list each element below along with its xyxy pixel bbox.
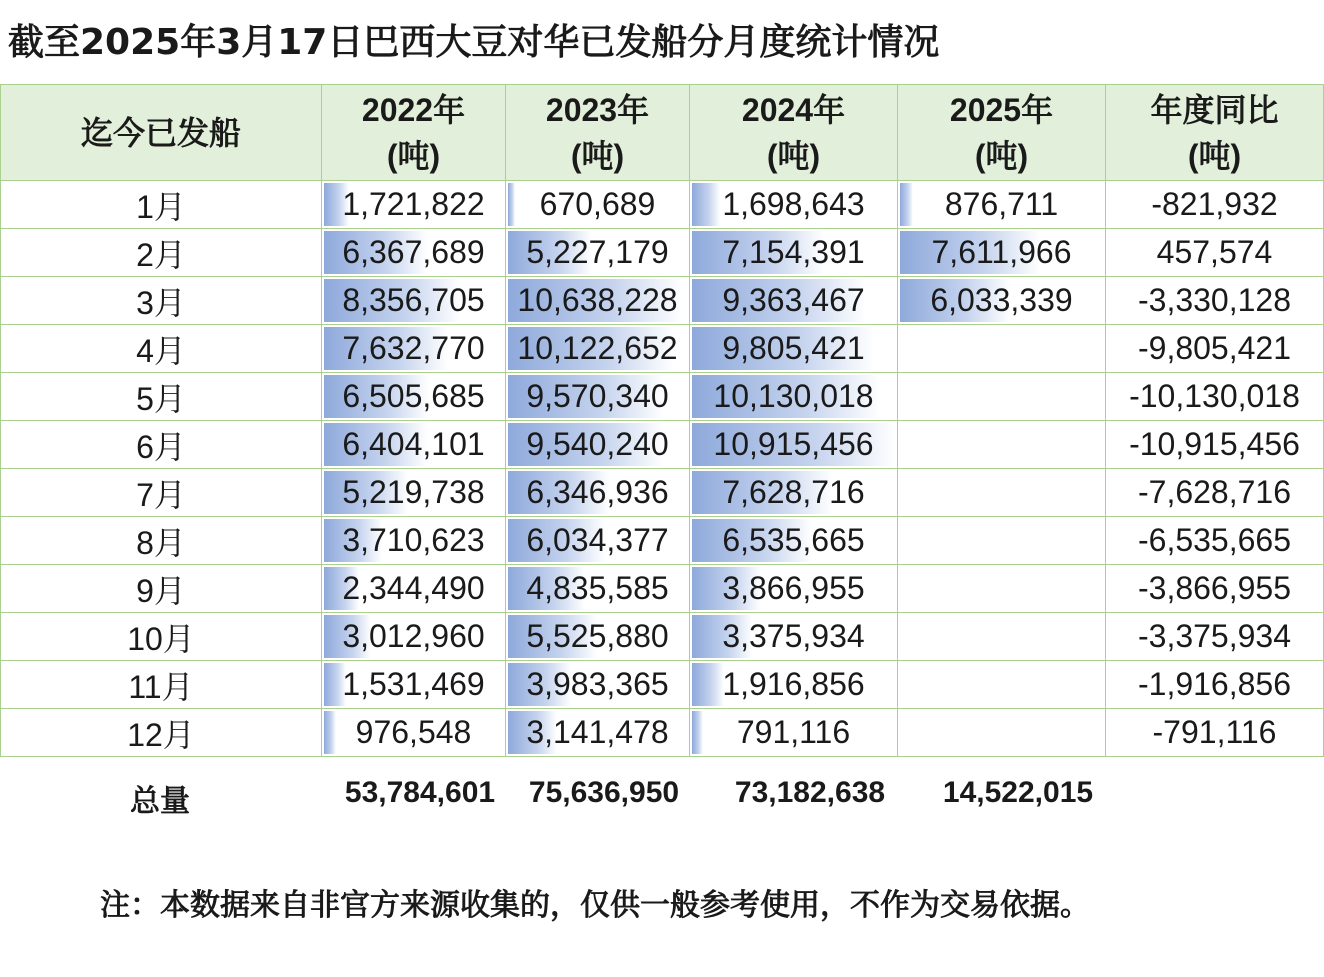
value-cell-2023 — [506, 565, 690, 613]
table-row — [1, 565, 1324, 613]
yoy-cell: -10,915,456 — [1106, 421, 1324, 469]
value-cell-2023 — [506, 613, 690, 661]
value-text: 5,525,880 — [526, 618, 669, 654]
header-2024-year: 2024年 — [741, 91, 846, 128]
month-label: 2月 — [1, 229, 322, 277]
value-cell-2024 — [690, 469, 898, 517]
value-text: 9,363,467 — [722, 282, 865, 318]
value-text: 5,227,179 — [526, 234, 669, 270]
month-label: 5月 — [1, 373, 322, 421]
yoy-cell: -1,916,856 — [1106, 661, 1324, 709]
month-label: 1月 — [1, 181, 322, 229]
month-label: 10月 — [1, 613, 322, 661]
data-bar — [692, 711, 703, 754]
value-text: 6,505,685 — [342, 378, 485, 414]
header-2025-year: 2025年 — [949, 91, 1054, 128]
value-text: 7,611,966 — [931, 234, 1072, 270]
value-cell-2022 — [322, 181, 506, 229]
yoy-cell: -791,116 — [1106, 709, 1324, 757]
header-row — [1, 85, 1324, 181]
value-text: 7,154,391 — [722, 234, 865, 270]
table-row — [1, 613, 1324, 661]
value-text: 1,698,643 — [722, 186, 865, 222]
value-cell-2025 — [898, 181, 1106, 229]
value-text: 3,012,960 — [342, 618, 485, 654]
yoy-cell: 457,574 — [1106, 229, 1324, 277]
value-text: 6,033,339 — [930, 282, 1073, 318]
value-cell-2025 — [898, 517, 1106, 565]
value-text: 6,034,377 — [526, 522, 669, 558]
value-text: 9,570,340 — [526, 378, 669, 414]
header-yoy — [1106, 85, 1324, 181]
value-text: 10,122,652 — [517, 330, 678, 366]
month-label: 11月 — [1, 661, 322, 709]
value-cell-2025 — [898, 661, 1106, 709]
header-2025-unit: (吨) — [974, 137, 1029, 174]
value-text: 6,404,101 — [342, 426, 485, 462]
value-cell-2024 — [690, 613, 898, 661]
yoy-cell: -3,866,955 — [1106, 565, 1324, 613]
value-cell-2023 — [506, 277, 690, 325]
month-label: 8月 — [1, 517, 322, 565]
header-2025 — [898, 85, 1106, 181]
yoy-cell: -10,130,018 — [1106, 373, 1324, 421]
value-text: 1,531,469 — [342, 666, 485, 702]
table-row — [1, 373, 1324, 421]
table-body — [1, 181, 1324, 757]
value-text: 7,632,770 — [342, 330, 485, 366]
month-label: 4月 — [1, 325, 322, 373]
table-row — [1, 277, 1324, 325]
value-cell-2023 — [506, 469, 690, 517]
totals-row — [0, 766, 1324, 826]
value-text: 876,711 — [944, 186, 1059, 222]
header-2023-year: 2023年 — [545, 91, 650, 128]
header-yoy-unit: (吨) — [1187, 137, 1242, 174]
total-2024: 73,182,638 — [734, 776, 886, 809]
data-bar — [900, 183, 913, 226]
value-cell-2023 — [506, 229, 690, 277]
value-cell-2023 — [506, 421, 690, 469]
value-cell-2022 — [322, 469, 506, 517]
value-text: 6,367,689 — [342, 234, 485, 270]
value-cell-2022 — [322, 421, 506, 469]
table-row — [1, 709, 1324, 757]
value-text: 2,344,490 — [342, 570, 485, 606]
value-text: 10,130,018 — [713, 378, 874, 414]
value-cell-2024 — [690, 325, 898, 373]
header-2022-unit: (吨) — [386, 137, 441, 174]
header-label: 迄今已发船 — [1, 85, 322, 181]
header-2022-year: 2022年 — [361, 91, 466, 128]
value-cell-2025 — [898, 277, 1106, 325]
value-cell-2025 — [898, 613, 1106, 661]
value-cell-2024 — [690, 373, 898, 421]
data-bar — [508, 183, 515, 226]
value-text: 3,866,955 — [722, 570, 865, 606]
value-text: 6,535,665 — [722, 522, 865, 558]
value-text: 8,356,705 — [342, 282, 485, 318]
value-cell-2022 — [322, 277, 506, 325]
value-text: 1,721,822 — [342, 186, 485, 222]
yoy-cell: -3,375,934 — [1106, 613, 1324, 661]
value-text: 7,628,716 — [722, 474, 865, 510]
table-row — [1, 421, 1324, 469]
yoy-cell: -6,535,665 — [1106, 517, 1324, 565]
value-cell-2022 — [322, 373, 506, 421]
value-cell-2024 — [690, 661, 898, 709]
value-cell-2022 — [322, 613, 506, 661]
total-2025: 14,522,015 — [942, 776, 1094, 809]
header-2023-unit: (吨) — [570, 137, 625, 174]
value-cell-2022 — [322, 709, 506, 757]
value-cell-2024 — [690, 229, 898, 277]
month-label: 3月 — [1, 277, 322, 325]
month-label: 7月 — [1, 469, 322, 517]
header-2024 — [690, 85, 898, 181]
table-row — [1, 517, 1324, 565]
table-row — [1, 469, 1324, 517]
yoy-cell: -7,628,716 — [1106, 469, 1324, 517]
disclaimer-note: 注：本数据来自非官方来源收集的，仅供一般参考使用，不作为交易依据。 — [100, 888, 1090, 923]
table-row — [1, 325, 1324, 373]
value-cell-2022 — [322, 517, 506, 565]
total-2022: 53,784,601 — [344, 776, 496, 809]
yoy-cell: -3,330,128 — [1106, 277, 1324, 325]
table-row — [1, 661, 1324, 709]
value-cell-2025 — [898, 325, 1106, 373]
value-cell-2025 — [898, 709, 1106, 757]
value-cell-2023 — [506, 181, 690, 229]
value-cell-2024 — [690, 277, 898, 325]
value-text: 9,805,421 — [722, 330, 865, 366]
yoy-cell: -821,932 — [1106, 181, 1324, 229]
value-cell-2023 — [506, 709, 690, 757]
value-cell-2022 — [322, 661, 506, 709]
table-row — [1, 229, 1324, 277]
value-cell-2023 — [506, 373, 690, 421]
value-cell-2025 — [898, 469, 1106, 517]
month-label: 12月 — [1, 709, 322, 757]
shipment-table — [0, 84, 1324, 757]
value-text: 1,916,856 — [722, 666, 865, 702]
total-2023: 75,636,950 — [528, 776, 680, 809]
value-text: 3,375,934 — [722, 618, 865, 654]
data-bar — [324, 711, 336, 754]
value-cell-2022 — [322, 325, 506, 373]
month-label: 9月 — [1, 565, 322, 613]
data-bar — [692, 663, 724, 706]
value-cell-2024 — [690, 709, 898, 757]
value-cell-2023 — [506, 325, 690, 373]
value-text: 9,540,240 — [526, 426, 669, 462]
value-text: 4,835,585 — [526, 570, 669, 606]
header-2022 — [322, 85, 506, 181]
value-text: 10,638,228 — [517, 282, 678, 318]
value-cell-2025 — [898, 421, 1106, 469]
header-yoy-label: 年度同比 — [1150, 91, 1279, 128]
value-text: 3,983,365 — [526, 666, 669, 702]
value-cell-2024 — [690, 181, 898, 229]
value-cell-2025 — [898, 565, 1106, 613]
month-label: 6月 — [1, 421, 322, 469]
value-text: 670,689 — [539, 186, 656, 222]
value-cell-2022 — [322, 229, 506, 277]
value-cell-2025 — [898, 229, 1106, 277]
yoy-cell: -9,805,421 — [1106, 325, 1324, 373]
header-2024-unit: (吨) — [766, 137, 821, 174]
table-row — [1, 181, 1324, 229]
value-text: 3,141,478 — [526, 714, 669, 750]
value-cell-2024 — [690, 517, 898, 565]
value-text: 3,710,623 — [342, 522, 485, 558]
value-cell-2025 — [898, 373, 1106, 421]
value-text: 6,346,936 — [526, 474, 669, 510]
value-cell-2024 — [690, 421, 898, 469]
header-2023 — [506, 85, 690, 181]
value-cell-2023 — [506, 661, 690, 709]
value-text: 976,548 — [355, 714, 472, 750]
value-text: 791,116 — [736, 714, 851, 750]
totals-label: 总量 — [130, 785, 190, 818]
value-cell-2024 — [690, 565, 898, 613]
data-bar — [692, 183, 720, 226]
value-cell-2022 — [322, 565, 506, 613]
page-title: 截至2025年3月17日巴西大豆对华已发船分月度统计情况 — [8, 22, 940, 63]
value-text: 5,219,738 — [342, 474, 485, 510]
value-text: 10,915,456 — [713, 426, 874, 462]
value-cell-2023 — [506, 517, 690, 565]
